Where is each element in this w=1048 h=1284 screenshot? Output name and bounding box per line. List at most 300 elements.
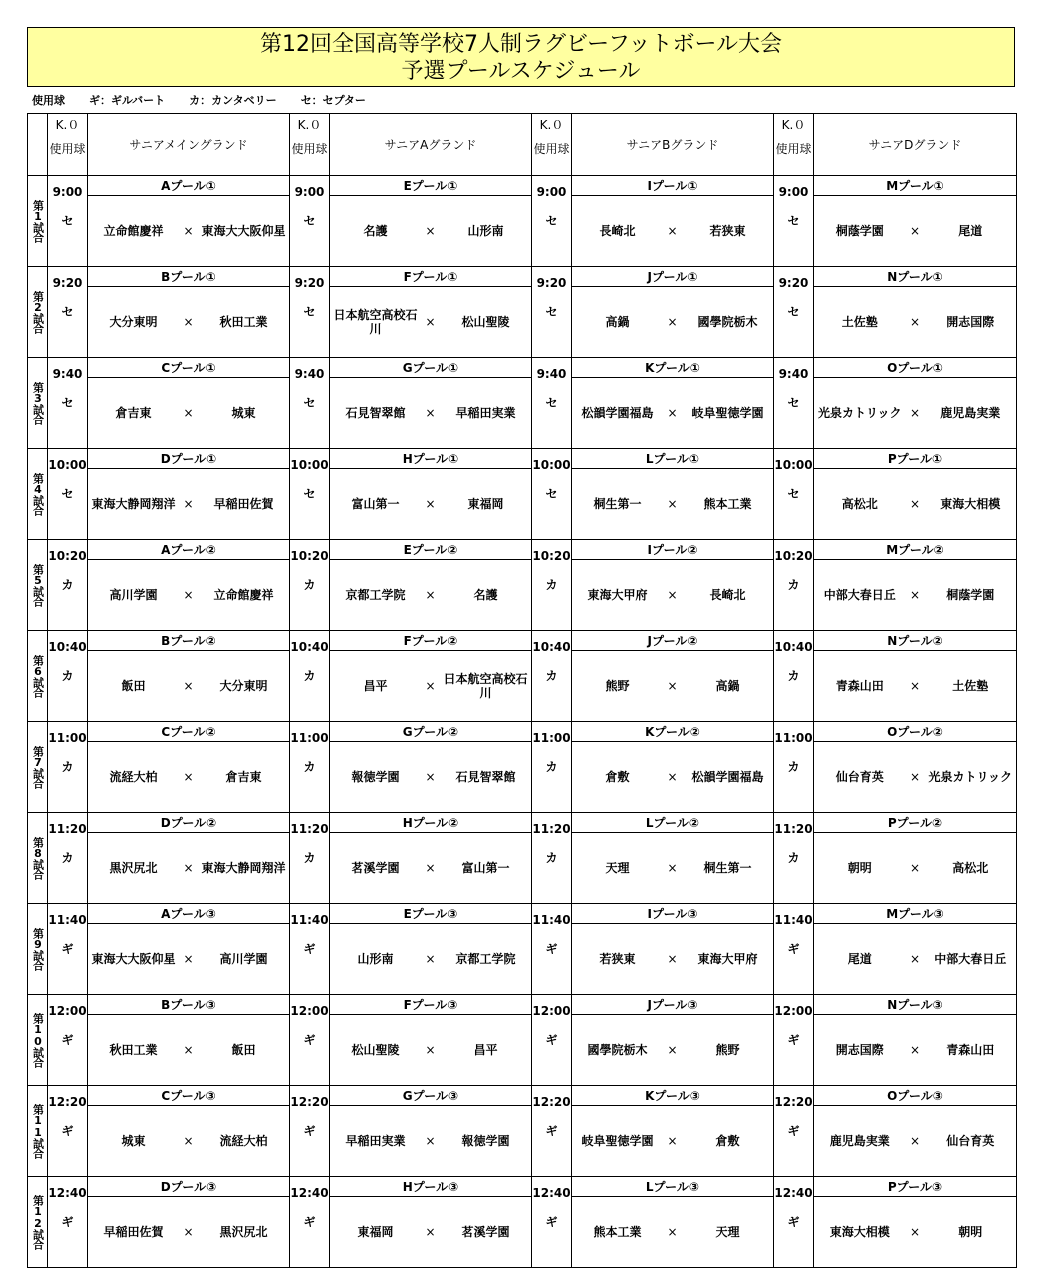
kickoff-time: 10:40: [290, 640, 329, 654]
ball-type: セ: [787, 214, 800, 228]
away-team: 仙台育英: [946, 1134, 995, 1148]
away-team: 高松北: [952, 861, 989, 875]
match: [572, 224, 773, 238]
match: [814, 497, 1016, 511]
venue-d: サニアDグランド: [814, 114, 1017, 176]
match: [814, 861, 1016, 875]
pool-row: [28, 1086, 1017, 1106]
match: [330, 406, 531, 420]
ball-type: セ: [787, 487, 800, 501]
game-label-text: 第4試合: [31, 473, 45, 515]
kickoff-cell: [48, 267, 88, 358]
vs-mark: ×: [667, 224, 678, 238]
home-team: 尾道: [847, 952, 872, 966]
pool-row: [28, 1177, 1017, 1197]
away-team: 流経大柏: [219, 1134, 268, 1148]
away-team: 開志国際: [946, 315, 995, 329]
vs-mark: ×: [183, 1225, 194, 1239]
home-team: 熊野: [605, 679, 630, 693]
pool-label: Fプール①: [330, 267, 532, 287]
away-team: 報徳学園: [461, 1134, 510, 1148]
match: [330, 672, 531, 700]
home-team: 中部大春日丘: [823, 588, 896, 602]
kickoff-time: 10:00: [290, 458, 329, 472]
match-cell: [814, 742, 1017, 813]
kickoff-time: 9:00: [294, 185, 325, 199]
match-cell: [572, 196, 774, 267]
pool-label: Gプール②: [330, 722, 532, 742]
ball-type: カ: [787, 669, 800, 683]
kickoff-time: 11:20: [290, 822, 329, 836]
away-team: 茗溪学園: [461, 1225, 510, 1239]
title-line-2: 予選プールスケジュール: [401, 59, 641, 84]
match-cell: [572, 378, 774, 449]
match-cell: [330, 196, 532, 267]
kickoff-cell: [48, 722, 88, 813]
vs-mark: ×: [425, 1043, 436, 1057]
game-label-text: 第9試合: [31, 928, 45, 970]
match: [88, 952, 289, 966]
match-cell: [330, 1106, 532, 1177]
kickoff-cell: [774, 358, 814, 449]
ball-type: ギ: [545, 1215, 558, 1229]
away-team: 高川学園: [219, 952, 268, 966]
vs-mark: ×: [667, 679, 678, 693]
kickoff-time: 11:20: [774, 822, 813, 836]
ball-type: セ: [545, 305, 558, 319]
ball-type: カ: [61, 851, 74, 865]
away-team: 秋田工業: [219, 315, 268, 329]
match-cell: [330, 287, 532, 358]
vs-mark: ×: [425, 861, 436, 875]
kickoff-cell: [48, 449, 88, 540]
away-team: 倉敷: [715, 1134, 740, 1148]
kickoff-cell: [48, 995, 88, 1086]
match-cell: [88, 924, 290, 995]
venue-a: サニアAグランド: [330, 114, 532, 176]
match: [330, 952, 531, 966]
ball-type: セ: [303, 396, 316, 410]
kickoff-time: 11:40: [774, 913, 813, 927]
pool-label: Nプール①: [814, 267, 1017, 287]
pool-row: [28, 358, 1017, 378]
game-label-text: 第10試合: [31, 1013, 45, 1067]
match: [330, 497, 531, 511]
match-cell: [572, 287, 774, 358]
match-row: [28, 196, 1017, 267]
match: [572, 1134, 773, 1148]
match: [88, 1043, 289, 1057]
pool-label: Eプール③: [330, 904, 532, 924]
kickoff-cell: [290, 904, 330, 995]
match-cell: [572, 924, 774, 995]
pool-label: Lプール③: [572, 1177, 774, 1197]
kickoff-time: 9:40: [778, 367, 809, 381]
vs-mark: ×: [667, 861, 678, 875]
match-cell: [572, 1197, 774, 1268]
kickoff-cell: [290, 176, 330, 267]
kickoff-cell: [48, 358, 88, 449]
vs-mark: ×: [909, 315, 921, 329]
venue-b: サニアBグランド: [572, 114, 774, 176]
match: [814, 224, 1016, 238]
match-row: [28, 287, 1017, 358]
match-cell: [88, 651, 290, 722]
match: [572, 497, 773, 511]
match-row: [28, 924, 1017, 995]
match: [330, 588, 531, 602]
kickoff-cell: [48, 813, 88, 904]
away-team: 天理: [715, 1225, 740, 1239]
ball-type: ギ: [61, 1215, 74, 1229]
game-label: [28, 449, 48, 540]
pool-label: Jプール②: [572, 631, 774, 651]
match-row: [28, 378, 1017, 449]
match: [330, 1043, 531, 1057]
vs-mark: ×: [425, 588, 436, 602]
kickoff-time: 9:40: [52, 367, 83, 381]
ball-type: カ: [545, 578, 558, 592]
ball-type: ギ: [787, 1215, 800, 1229]
kickoff-cell: [48, 176, 88, 267]
vs-mark: ×: [183, 315, 194, 329]
kickoff-time: 12:20: [532, 1095, 571, 1109]
kickoff-cell: [774, 1086, 814, 1177]
home-team: 山形南: [357, 952, 394, 966]
ball-type: ギ: [303, 1033, 316, 1047]
away-team: 黒沢尻北: [219, 1225, 268, 1239]
game-label: [28, 995, 48, 1086]
vs-mark: ×: [909, 497, 921, 511]
home-team: 流経大柏: [109, 770, 158, 784]
ball-type: セ: [61, 214, 74, 228]
away-team: 中部大春日丘: [934, 952, 1007, 966]
match: [330, 770, 531, 784]
vs-mark: ×: [909, 1134, 921, 1148]
pool-label: Aプール①: [88, 176, 290, 196]
home-team: 報徳学園: [351, 770, 400, 784]
kickoff-time: 12:20: [774, 1095, 813, 1109]
home-team: 高川学園: [109, 588, 158, 602]
match-row: [28, 651, 1017, 722]
vs-mark: ×: [909, 770, 921, 784]
ball-type: カ: [303, 760, 316, 774]
home-team: 松山聖陵: [351, 1043, 400, 1057]
vs-mark: ×: [183, 588, 194, 602]
vs-mark: ×: [183, 1043, 194, 1057]
away-team: 京都工学院: [455, 952, 516, 966]
game-label-text: 第5試合: [31, 564, 45, 606]
kickoff-time: 12:40: [290, 1186, 329, 1200]
kickoff-time: 9:20: [778, 276, 809, 290]
match-row: [28, 833, 1017, 904]
ball-type: ギ: [303, 942, 316, 956]
vs-mark: ×: [183, 1134, 194, 1148]
kickoff-cell: [290, 631, 330, 722]
pool-row: [28, 449, 1017, 469]
kickoff-cell: [532, 1177, 572, 1268]
match: [814, 1225, 1016, 1239]
match: [330, 1225, 531, 1239]
ball-type: ギ: [787, 1124, 800, 1138]
pool-label: Kプール②: [572, 722, 774, 742]
away-team: 飯田: [231, 1043, 256, 1057]
kickoff-cell: [532, 449, 572, 540]
vs-mark: ×: [425, 679, 436, 693]
away-team: 國學院栃木: [697, 315, 758, 329]
pool-label: Hプール③: [330, 1177, 532, 1197]
home-team: 仙台育英: [835, 770, 884, 784]
away-team: 尾道: [958, 224, 983, 238]
game-label: [28, 176, 48, 267]
kickoff-time: 10:20: [48, 549, 87, 563]
away-team: 立命館慶祥: [213, 588, 274, 602]
pool-label: Iプール②: [572, 540, 774, 560]
match-cell: [572, 560, 774, 631]
match: [572, 588, 773, 602]
match-cell: [572, 1106, 774, 1177]
kickoff-cell: [290, 267, 330, 358]
ball-type: セ: [303, 487, 316, 501]
match: [572, 315, 773, 329]
ball-type: カ: [61, 669, 74, 683]
ko-header: K.０ 使用球: [48, 114, 88, 176]
away-team: 東福岡: [467, 497, 504, 511]
ball-type: セ: [303, 214, 316, 228]
kickoff-cell: [532, 1086, 572, 1177]
game-label: [28, 540, 48, 631]
home-team: 松韻学園福島: [581, 406, 654, 420]
vs-mark: ×: [667, 315, 678, 329]
away-team: 岐阜聖徳学園: [691, 406, 764, 420]
title-line-1: 第12回全国高等学校7人制ラグビーフットボール大会: [259, 32, 783, 57]
match-cell: [88, 196, 290, 267]
kickoff-time: 9:40: [536, 367, 567, 381]
match: [88, 588, 289, 602]
away-team: 鹿児島実業: [940, 406, 1001, 420]
kickoff-cell: [290, 540, 330, 631]
match: [814, 315, 1016, 329]
ball-type: カ: [303, 578, 316, 592]
vs-mark: ×: [909, 406, 921, 420]
away-team: 若狭東: [709, 224, 746, 238]
away-team: 高鍋: [715, 679, 740, 693]
away-team: 松韻学園福島: [691, 770, 764, 784]
game-label: [28, 813, 48, 904]
pool-label: Cプール②: [88, 722, 290, 742]
match-cell: [88, 469, 290, 540]
kickoff-time: 11:40: [48, 913, 87, 927]
home-team: 富山第一: [351, 497, 400, 511]
away-team: 大分東明: [219, 679, 268, 693]
match: [88, 406, 289, 420]
ball-type: カ: [787, 578, 800, 592]
match: [814, 1043, 1016, 1057]
home-team: 大分東明: [109, 315, 158, 329]
kickoff-cell: [532, 176, 572, 267]
ball-type: カ: [545, 669, 558, 683]
vs-mark: ×: [909, 1225, 921, 1239]
ball-type: ギ: [61, 1124, 74, 1138]
vs-mark: ×: [183, 679, 194, 693]
home-team: 東海大大阪仰星: [91, 952, 176, 966]
pool-label: Iプール③: [572, 904, 774, 924]
pool-label: Hプール②: [330, 813, 532, 833]
home-team: 東海大甲府: [587, 588, 648, 602]
game-label-text: 第11試合: [31, 1104, 45, 1158]
match: [572, 952, 773, 966]
home-team: 熊本工業: [593, 1225, 642, 1239]
ball-type: ギ: [545, 1124, 558, 1138]
pool-label: Lプール②: [572, 813, 774, 833]
away-team: 日本航空高校石川: [443, 672, 528, 700]
match-cell: [330, 924, 532, 995]
home-team: 京都工学院: [345, 588, 406, 602]
away-team: 松山聖陵: [461, 315, 510, 329]
home-team: 早稲田実業: [345, 1134, 406, 1148]
match: [814, 588, 1016, 602]
kickoff-time: 10:40: [774, 640, 813, 654]
vs-mark: ×: [667, 1225, 678, 1239]
home-team: 若狭東: [599, 952, 636, 966]
match-cell: [572, 742, 774, 813]
home-team: 桐生第一: [593, 497, 642, 511]
kickoff-cell: [532, 358, 572, 449]
home-team: 高松北: [841, 497, 878, 511]
ball-type: ギ: [787, 1033, 800, 1047]
match: [88, 497, 289, 511]
kickoff-cell: [290, 813, 330, 904]
home-team: 開志国際: [835, 1043, 884, 1057]
kickoff-cell: [290, 358, 330, 449]
kickoff-time: 9:20: [52, 276, 83, 290]
vs-mark: ×: [909, 224, 921, 238]
match-cell: [572, 469, 774, 540]
game-label: [28, 631, 48, 722]
vs-mark: ×: [425, 1225, 436, 1239]
away-team: 石見智翠館: [455, 770, 516, 784]
venue-main: サニアメイングランド: [88, 114, 290, 176]
match: [814, 1134, 1016, 1148]
pool-label: Dプール①: [88, 449, 290, 469]
match-cell: [814, 469, 1017, 540]
away-team: 早稲田実業: [455, 406, 516, 420]
pool-label: Oプール③: [814, 1086, 1017, 1106]
pool-label: Pプール③: [814, 1177, 1017, 1197]
pool-row: [28, 176, 1017, 196]
away-team: 土佐塾: [952, 679, 989, 693]
pool-label: Dプール②: [88, 813, 290, 833]
pool-row: [28, 267, 1017, 287]
kickoff-time: 10:40: [48, 640, 87, 654]
match-row: [28, 1015, 1017, 1086]
pool-label: Eプール①: [330, 176, 532, 196]
kickoff-time: 11:20: [532, 822, 571, 836]
vs-mark: ×: [425, 770, 436, 784]
match: [814, 679, 1016, 693]
kickoff-cell: [532, 722, 572, 813]
pool-row: [28, 995, 1017, 1015]
kickoff-cell: [774, 449, 814, 540]
home-team: 鹿児島実業: [829, 1134, 890, 1148]
game-label-text: 第12試合: [31, 1195, 45, 1249]
vs-mark: ×: [667, 588, 678, 602]
kickoff-time: 9:00: [52, 185, 83, 199]
home-team: 朝明: [847, 861, 872, 875]
home-team: 倉吉東: [115, 406, 152, 420]
pool-label: Oプール②: [814, 722, 1017, 742]
match: [88, 679, 289, 693]
home-team: 石見智翠館: [345, 406, 406, 420]
pool-label: Hプール①: [330, 449, 532, 469]
kickoff-cell: [774, 631, 814, 722]
match-cell: [814, 378, 1017, 449]
home-team: 高鍋: [605, 315, 630, 329]
ball-type: カ: [61, 760, 74, 774]
match-cell: [88, 560, 290, 631]
vs-mark: ×: [183, 497, 194, 511]
pool-label: Fプール③: [330, 995, 532, 1015]
pool-label: Mプール①: [814, 176, 1017, 196]
pool-label: Bプール②: [88, 631, 290, 651]
vs-mark: ×: [425, 952, 436, 966]
ball-type: セ: [545, 214, 558, 228]
ko-header: K.０ 使用球: [774, 114, 814, 176]
match-cell: [814, 833, 1017, 904]
ko-header: K.０ 使用球: [532, 114, 572, 176]
kickoff-time: 10:20: [290, 549, 329, 563]
kickoff-cell: [290, 1177, 330, 1268]
kickoff-cell: [532, 904, 572, 995]
pool-label: Dプール③: [88, 1177, 290, 1197]
home-team: 立命館慶祥: [103, 224, 164, 238]
ball-type: セ: [61, 305, 74, 319]
match-row: [28, 1197, 1017, 1268]
match-cell: [330, 469, 532, 540]
vs-mark: ×: [667, 952, 678, 966]
vs-mark: ×: [183, 224, 194, 238]
kickoff-cell: [290, 995, 330, 1086]
away-team: 城東: [231, 406, 256, 420]
match-cell: [88, 1015, 290, 1086]
match: [88, 1134, 289, 1148]
game-label-text: 第6試合: [31, 655, 45, 697]
match-cell: [330, 742, 532, 813]
kickoff-time: 11:00: [290, 731, 329, 745]
away-team: 山形南: [467, 224, 504, 238]
kickoff-time: 10:00: [532, 458, 571, 472]
title-banner: [27, 27, 1015, 87]
match-cell: [814, 560, 1017, 631]
vs-mark: ×: [909, 861, 921, 875]
kickoff-time: 11:20: [48, 822, 87, 836]
match-cell: [814, 1197, 1017, 1268]
kickoff-time: 12:40: [48, 1186, 87, 1200]
kickoff-time: 9:00: [536, 185, 567, 199]
match: [572, 1043, 773, 1057]
pool-label: Aプール②: [88, 540, 290, 560]
kickoff-time: 12:20: [290, 1095, 329, 1109]
pool-label: Gプール③: [330, 1086, 532, 1106]
match-cell: [330, 560, 532, 631]
ball-type: カ: [545, 851, 558, 865]
match: [88, 1225, 289, 1239]
match: [814, 406, 1016, 420]
header-corner: [28, 114, 48, 176]
header-row: [28, 114, 1017, 176]
ball-type: セ: [545, 396, 558, 410]
kickoff-cell: [774, 540, 814, 631]
